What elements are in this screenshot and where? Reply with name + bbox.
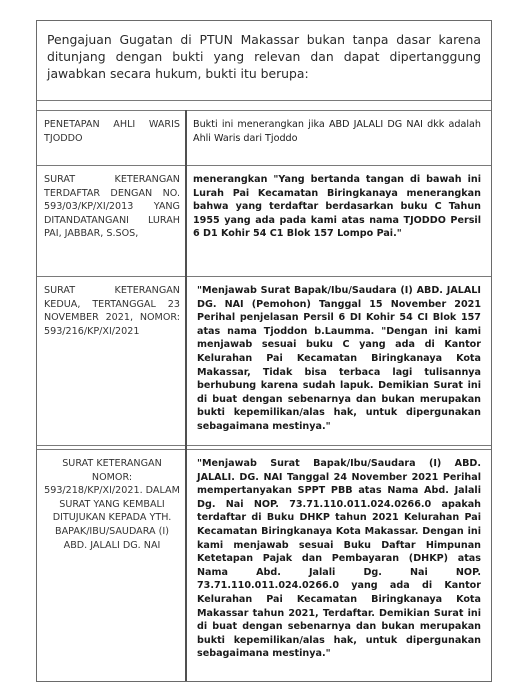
divider — [37, 100, 491, 101]
column-divider — [185, 110, 187, 681]
row-4-document: SURAT KETERANGAN NOMOR: 593/218/KP/XI/2021. DALAM SURAT YANG KEMBALI DITUJUKAN KEPADA YTH. BAPAK/IBU/SAUDARA (I) ABD. JALALI DG. NAI — [44, 458, 180, 551]
row-2-document: SURAT KETERANGAN TERDAFTAR DENGAN NO. 593/03/KP/XI/2013 YANG DITANDATANGANI LURAH PAI, JABBAR, S.SOS, — [44, 174, 180, 240]
row-1-document: PENETAPAN AHLI WARIS TJODDO — [44, 119, 180, 144]
divider — [37, 276, 491, 277]
divider — [37, 165, 491, 166]
row-3-document: SURAT KETERANGAN KEDUA, TERTANGGAL 23 NOVEMBER 2021, NOMOR: 593/216/KP/XI/2021 — [44, 285, 180, 337]
row-3-description: "Menjawab Surat Bapak/Ibu/Saudara (I) ABD. JALALI DG. NAI (Pemohon) Tanggal 15 November 2021 Perihal penjelasan Persil 6 DI Kohir 54 CI Blok 157 atas nama Tjoddon b.Laumma. "Dengan ini kami menjawab sesuai buku C yang ada di Kantor Kelurahan Pai Kecamatan Biringkanaya Kota Makassar, Tidak bisa terbaca lagi tulisannya berhubung karena sudah lapuk. Demikian Surat ini di buat dengan sebenarnya dan bukan merupakan bukti kepemilikan/alas hak, untuk dipergunakan sebagaimana mestinya." — [197, 285, 481, 432]
row-4-description: "Menjawab Surat Bapak/Ibu/Saudara (I) ABD. JALALI. DG. NAI Tanggal 24 November 2021 Perihal mempertanyakan SPPT PBB atas Nama Abd. Jalali Dg. Nai NOP. 73.71.110.011.024.0266.0 apakah terdaftar di Buku DHKP tahun 2021 Kelurahan Pai Kecamatan Biringkanaya Kota Makassar. Dengan ini kami menjawab sesuai Buku Daftar Himpunan Ketetapan Pajak dan Pembayaran (DHKP) atas Nama Abd. Jalali Dg. Nai NOP. 73.71.110.011.024.0266.0 yang ada di Kantor Kelurahan Pai Kecamatan Biringkanaya Kota Makassar tahun 2021, Terdaftar. Demikian Surat ini di buat dengan sebenarnya dan bukan merupakan bukti kepemilikan/alas hak, untuk dipergunakan sebagaimana mestinya." — [197, 458, 481, 660]
intro-paragraph: Pengajuan Gugatan di PTUN Makassar bukan tanpa dasar karena ditunjang dengan bukti yang relevan dan dapat dipertanggung jawabkan secara hukum, bukti itu berupa: — [47, 32, 481, 81]
row-1-description: Bukti ini menerangkan jika ABD JALALI DG NAI dkk adalah Ahli Waris dari Tjoddo — [193, 119, 481, 144]
divider — [37, 449, 491, 450]
divider — [37, 110, 491, 111]
divider — [37, 445, 491, 446]
row-2-description: menerangkan "Yang bertanda tangan di bawah ini Lurah Pai Kecamatan Biringkanaya menerangkan bahwa yang terdaftar berdasarkan buku C Tahun 1955 yang ada pada kami atas nama TJODDO Persil 6 D1 Kohir 54 C1 Blok 157 Lompo Pai." — [193, 174, 481, 240]
evidence-table — [36, 20, 492, 682]
